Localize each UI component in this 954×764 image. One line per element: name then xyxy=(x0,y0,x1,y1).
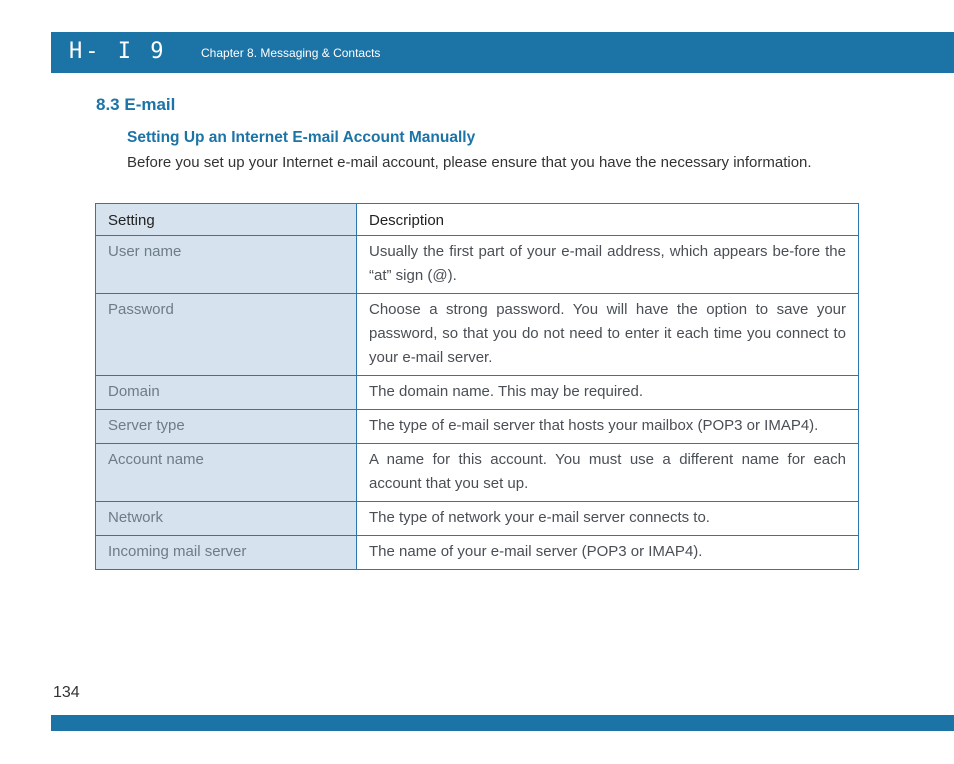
setting-cell: Server type xyxy=(96,410,357,444)
product-logo: H- I 9 xyxy=(69,39,167,64)
description-cell: The name of your e-mail server (POP3 or IMAP4). xyxy=(357,536,859,570)
section-title: 8.3 E-mail xyxy=(96,95,176,114)
settings-table xyxy=(95,203,859,570)
page-number: 134 xyxy=(53,684,80,701)
table-row xyxy=(96,294,859,376)
footer-bar xyxy=(51,715,954,731)
table-row xyxy=(96,236,859,294)
description-cell: A name for this account. You must use a different name for each account that you set up. xyxy=(357,444,859,502)
description-cell: Usually the first part of your e-mail address, which appears be-fore the “at” sign (@). xyxy=(357,236,859,294)
header-bar xyxy=(51,32,954,73)
column-header-setting: Setting xyxy=(96,204,357,236)
column-header-description: Description xyxy=(357,204,859,236)
setting-cell: Password xyxy=(96,294,357,376)
setting-cell: Account name xyxy=(96,444,357,502)
description-cell: The type of e-mail server that hosts your mailbox (POP3 or IMAP4). xyxy=(357,410,859,444)
table-row xyxy=(96,410,859,444)
description-cell: The domain name. This may be required. xyxy=(357,376,859,410)
table-row xyxy=(96,502,859,536)
setting-cell: User name xyxy=(96,236,357,294)
table-row xyxy=(96,444,859,502)
subsection-title: Setting Up an Internet E-mail Account Manually xyxy=(127,129,476,146)
table-row xyxy=(96,536,859,570)
description-cell: Choose a strong password. You will have the option to save your password, so that you do not need to enter it each time you connect to your e-mail server. xyxy=(357,294,859,376)
table-header-row xyxy=(96,204,859,236)
chapter-title: Chapter 8. Messaging & Contacts xyxy=(201,46,381,60)
intro-paragraph: Before you set up your Internet e-mail account, please ensure that you have the necessary information. xyxy=(127,154,812,171)
setting-cell: Incoming mail server xyxy=(96,536,357,570)
table-row xyxy=(96,376,859,410)
description-cell: The type of network your e-mail server connects to. xyxy=(357,502,859,536)
setting-cell: Domain xyxy=(96,376,357,410)
setting-cell: Network xyxy=(96,502,357,536)
